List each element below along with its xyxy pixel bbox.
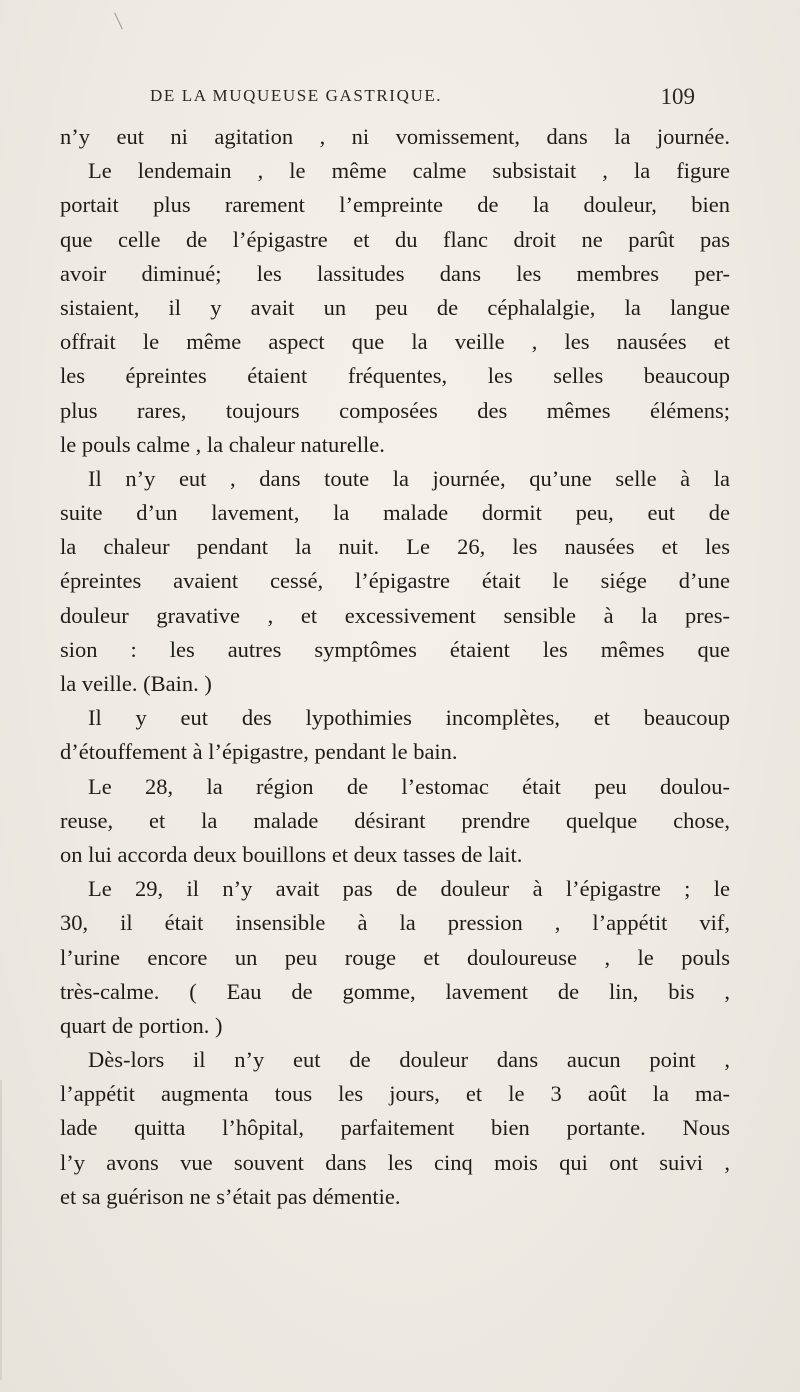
text-line: que celle de l’épigastre et du flanc droit ne parût pas [60,226,730,252]
text-line: d’étouffement à l’épigastre, pendant le bain. [60,739,458,765]
text-line: la chaleur pendant la nuit. Le 26, les nausées et les [60,534,730,560]
text-line: Il y eut des lypothimies incomplètes, et beaucoup [88,705,730,731]
text-line: offrait le même aspect que la veille , les nausées et [60,329,730,355]
text-line: on lui accorda deux bouillons et deux tasses de lait. [60,841,523,867]
text-line: très-calme. ( Eau de gomme, lavement de lin, bis , [60,978,730,1004]
text-line: portait plus rarement l’empreinte de la douleur, bien [60,192,730,218]
text-line: 30, il était insensible à la pression , l’appétit vif, [60,910,730,936]
text-line: et sa guérison ne s’était pas démentie. [60,1183,401,1209]
text-line: quart de portion. ) [60,1012,223,1038]
page-edge-shadow [0,1080,2,1380]
running-head: DE LA MUQUEUSE GASTRIQUE. [150,86,443,105]
text-line: Il n’y eut , dans toute la journée, qu’une selle à la [88,465,730,491]
text-line: l’y avons vue souvent dans les cinq mois qui ont suivi , [60,1149,730,1175]
body-text [60,120,730,1214]
text-line: Le lendemain , le même calme subsistait , la figure [88,158,730,184]
text-line: plus rares, toujours composées des mêmes élémens; [60,397,730,423]
text-line: épreintes avaient cessé, l’épigastre était le siége d’une [60,568,730,594]
text-line: suite d’un lavement, la malade dormit peu, eut de [60,500,730,526]
text-line: sion : les autres symptômes étaient les mêmes que [60,636,730,662]
text-line: avoir diminué; les lassitudes dans les membres per- [60,260,730,286]
text-line: douleur gravative , et excessivement sensible à la pres- [60,602,730,628]
text-line: la veille. (Bain. ) [60,671,212,696]
stray-mark [114,13,123,30]
text-line: reuse, et la malade désirant prendre quelque chose, [60,807,730,833]
text-line: Le 29, il n’y avait pas de douleur à l’épigastre ; le [88,876,730,902]
text-line: Le 28, la région de l’estomac était peu doulou- [88,773,730,799]
text-line: Dès-lors il n’y eut de douleur dans aucun point , [88,1047,730,1073]
text-line: le pouls calme , la chaleur naturelle. [60,431,385,457]
text-line: sistaient, il y avait un peu de céphalalgie, la langue [60,294,730,320]
page-header [150,84,695,114]
text-line: les épreintes étaient fréquentes, les selles beaucoup [60,363,730,389]
text-line: l’urine encore un peu rouge et douloureuse , le pouls [60,944,730,970]
text-line: lade quitta l’hôpital, parfaitement bien portante. Nous [60,1115,730,1141]
text-line: n’y eut ni agitation , ni vomissement, dans la journée. [60,124,730,149]
text-line: l’appétit augmenta tous les jours, et le 3 août la ma- [60,1081,730,1107]
page-number: 109 [660,84,695,109]
